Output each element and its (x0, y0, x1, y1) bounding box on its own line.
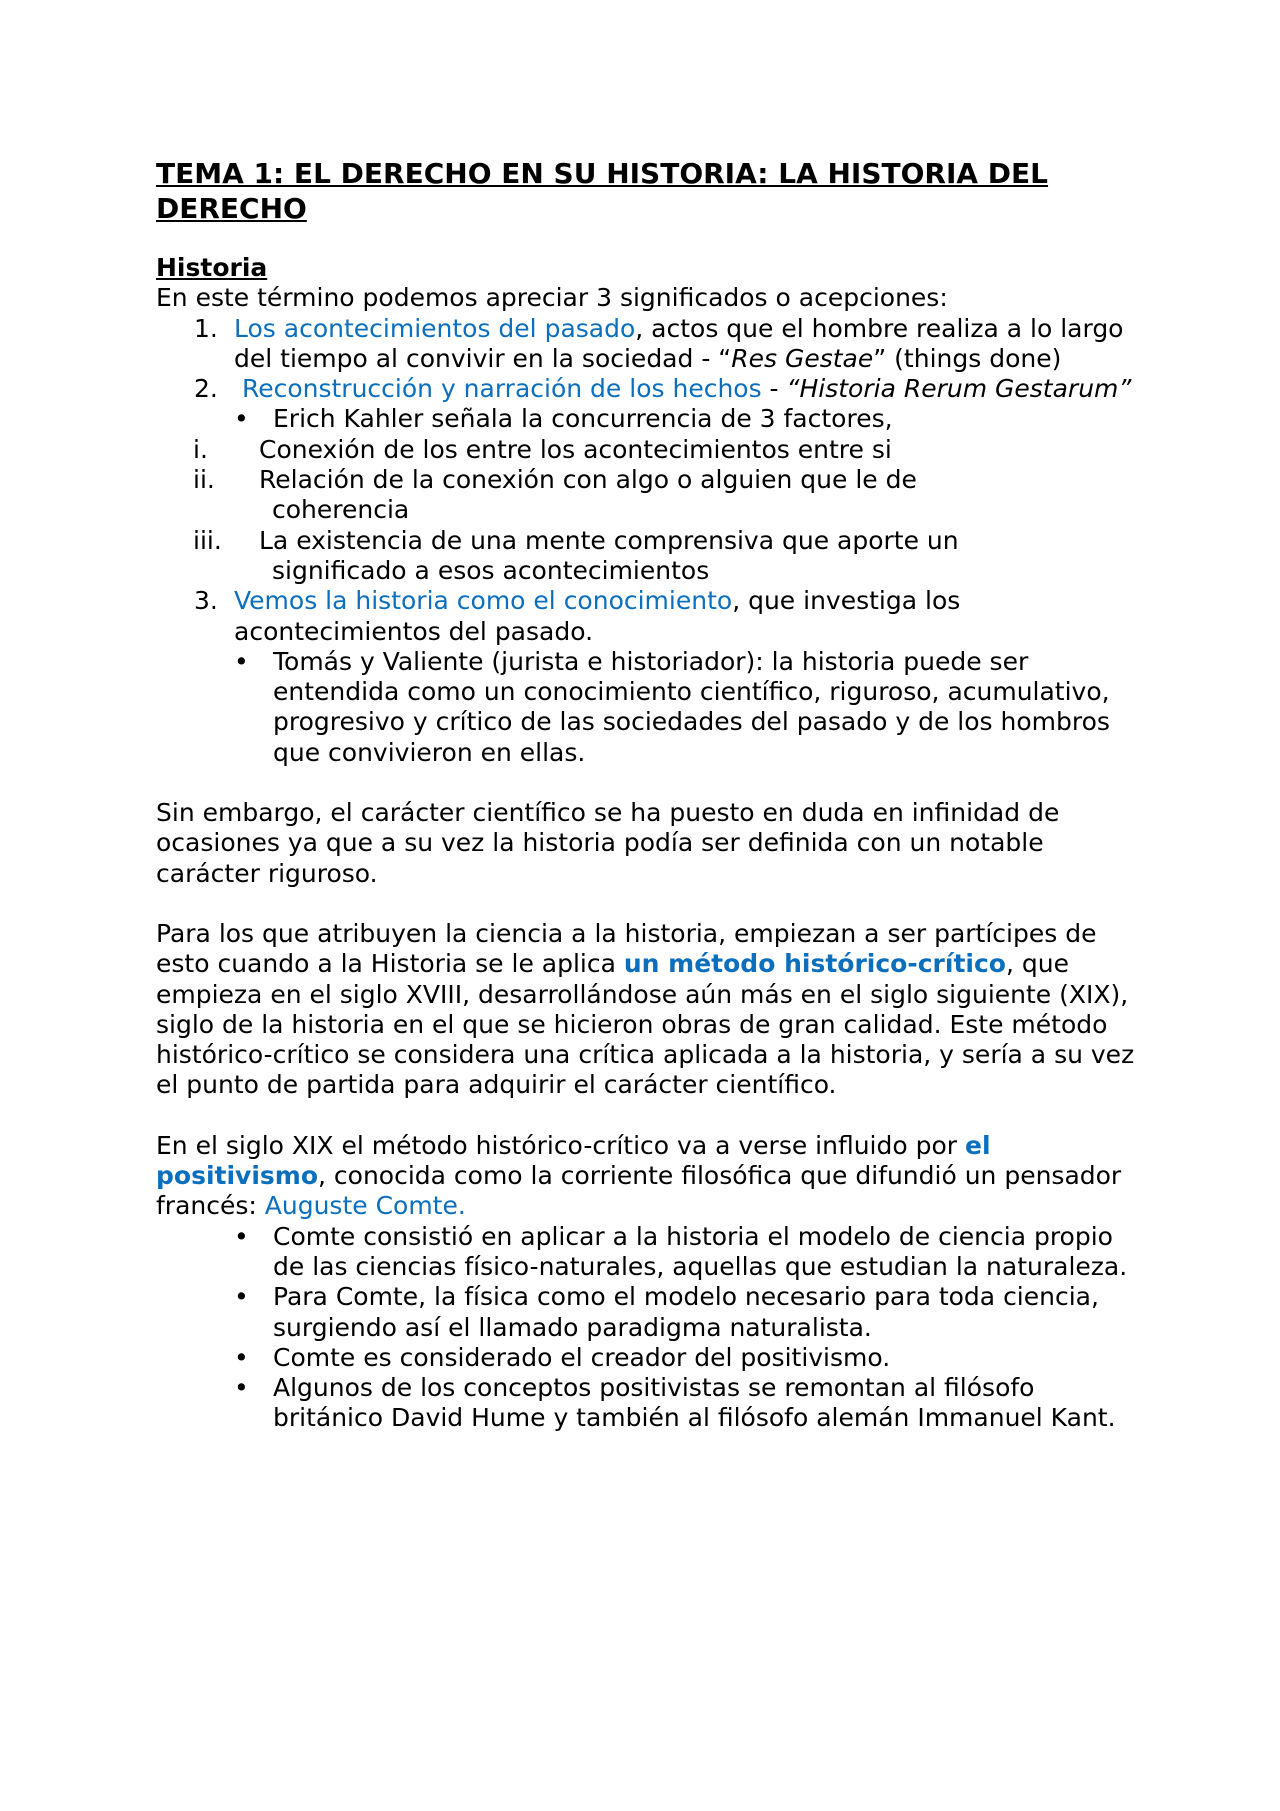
factor-text: La existencia de una mente comprensiva que aporte un (259, 525, 959, 555)
bullet-marker: • (234, 1342, 249, 1372)
section-heading: Historia (156, 253, 268, 282)
list-item (156, 1343, 1136, 1373)
factor-text: Conexión de los entre los acontecimientos entre si (259, 434, 892, 464)
bullet-text: Erich Kahler señala la concurrencia de 3 factores, (273, 404, 893, 434)
comte-name: Auguste Comte. (264, 1191, 466, 1221)
bullet-text: Para Comte, la física como el modelo necesario para toda ciencia, surgiendo así el llamado paradigma naturalista. (273, 1282, 1099, 1342)
bullet-marker: • (234, 1282, 249, 1312)
paragraph-historical-method (156, 919, 1136, 1101)
meaning-italic: Res Gestae (731, 343, 874, 373)
bullet-text: Algunos de los conceptos positivistas se remontan al filósofo británico David Hume y también al filósofo alemán Immanuel Kant. (273, 1373, 1116, 1433)
method-highlight: un método histórico-crítico (623, 949, 1006, 979)
list-item (156, 1373, 1136, 1434)
bullet-marker: • (234, 646, 249, 676)
meaning-item-2 (156, 374, 1136, 435)
document-content (156, 156, 1136, 1434)
list-marker: 2. (194, 374, 218, 404)
meanings-list-continued (156, 586, 1136, 768)
factor-item (78, 465, 1136, 526)
roman-marker: iii. (193, 525, 222, 555)
meaning-highlight: Los acontecimientos del pasado (234, 313, 636, 343)
bullet-text: Comte consistió en aplicar a la historia el modelo de ciencia propio de las ciencias físico-naturales, aquellas que estudian la naturaleza. (273, 1221, 1128, 1281)
list-item (234, 404, 1136, 434)
factor-item (78, 526, 1136, 587)
meaning-highlight: Vemos la historia como el conocimiento (234, 586, 733, 616)
factor-text-continued: significado a esos acontecimientos (272, 555, 710, 585)
bullet-marker: • (234, 404, 249, 434)
meaning-text: , actos que el hombre realiza a lo largo del tiempo al convivir en la sociedad - “ (234, 313, 1124, 373)
meaning-italic: “Historia Rerum Gestarum” (786, 374, 1132, 404)
paragraph-positivism (156, 1131, 1136, 1222)
meanings-list (156, 314, 1136, 435)
intro-text: En este término podemos apreciar 3 significados o acepciones: (156, 283, 948, 313)
page-title: TEMA 1: EL DERECHO EN SU HISTORIA: LA HISTORIA DEL DERECHO (156, 157, 1049, 225)
paragraph-text: Para los que atribuyen la ciencia a la historia, empiezan a ser partícipes de esto cuando a la Historia se le aplica (156, 918, 1097, 979)
paragraph-text: , que empieza en el siglo XVIII, desarrollándose aún más en el siglo siguiente (XIX), siglo de la historia en el que se hicieron obras de gran calidad. Este método histórico-crítico se considera una crítica aplicada a la historia, y sería a su vez el punto de partida para adquirir el carácter científico. (156, 949, 1135, 1100)
roman-marker: ii. (193, 465, 215, 495)
bullet-marker: • (234, 1373, 249, 1403)
factor-text: Relación de la conexión con algo o alguien que le de (259, 465, 917, 495)
factors-list (78, 435, 1136, 586)
factor-text-continued: coherencia (272, 495, 410, 525)
meaning-item-3 (156, 586, 1136, 768)
comte-bullets (156, 1222, 1136, 1434)
meaning-text: - (761, 374, 787, 404)
positivism-highlight: el positivismo (156, 1130, 991, 1191)
meaning-2-bullets (234, 404, 1136, 434)
list-marker: 1. (194, 313, 218, 343)
bullet-marker: • (234, 1221, 249, 1251)
list-item (156, 1282, 1136, 1343)
meaning-3-bullets (234, 647, 1136, 768)
meaning-text: , que investiga los acontecimientos del pasado. (234, 586, 961, 646)
roman-marker: i. (193, 434, 208, 464)
paragraph-text: , conocida como la corriente filosófica que difundió un pensador francés: (156, 1161, 1122, 1221)
paragraph-text: En el siglo XIX el método histórico-crítico va a verse influido por (156, 1130, 966, 1160)
paragraph-scientific-doubt: Sin embargo, el carácter científico se ha puesto en duda en infinidad de ocasiones ya que a su vez la historia podía ser definida con un notable carácter riguroso. (156, 798, 1060, 888)
meaning-item-1 (156, 314, 1136, 375)
list-marker: 3. (194, 586, 218, 616)
factor-item (78, 435, 1136, 465)
list-item (156, 1222, 1136, 1283)
meaning-highlight: Reconstrucción y narración de los hechos (241, 374, 762, 404)
bullet-text: Comte es considerado el creador del positivismo. (273, 1342, 891, 1372)
meaning-text: ” (things done) (873, 343, 1062, 373)
list-item (234, 647, 1136, 768)
bullet-text: Tomás y Valiente (jurista e historiador): la historia puede ser entendida como un conocimiento científico, riguroso, acumulativo, progresivo y crítico de las sociedades del pasado y de los hombros que convivieron en ellas. (273, 646, 1110, 767)
